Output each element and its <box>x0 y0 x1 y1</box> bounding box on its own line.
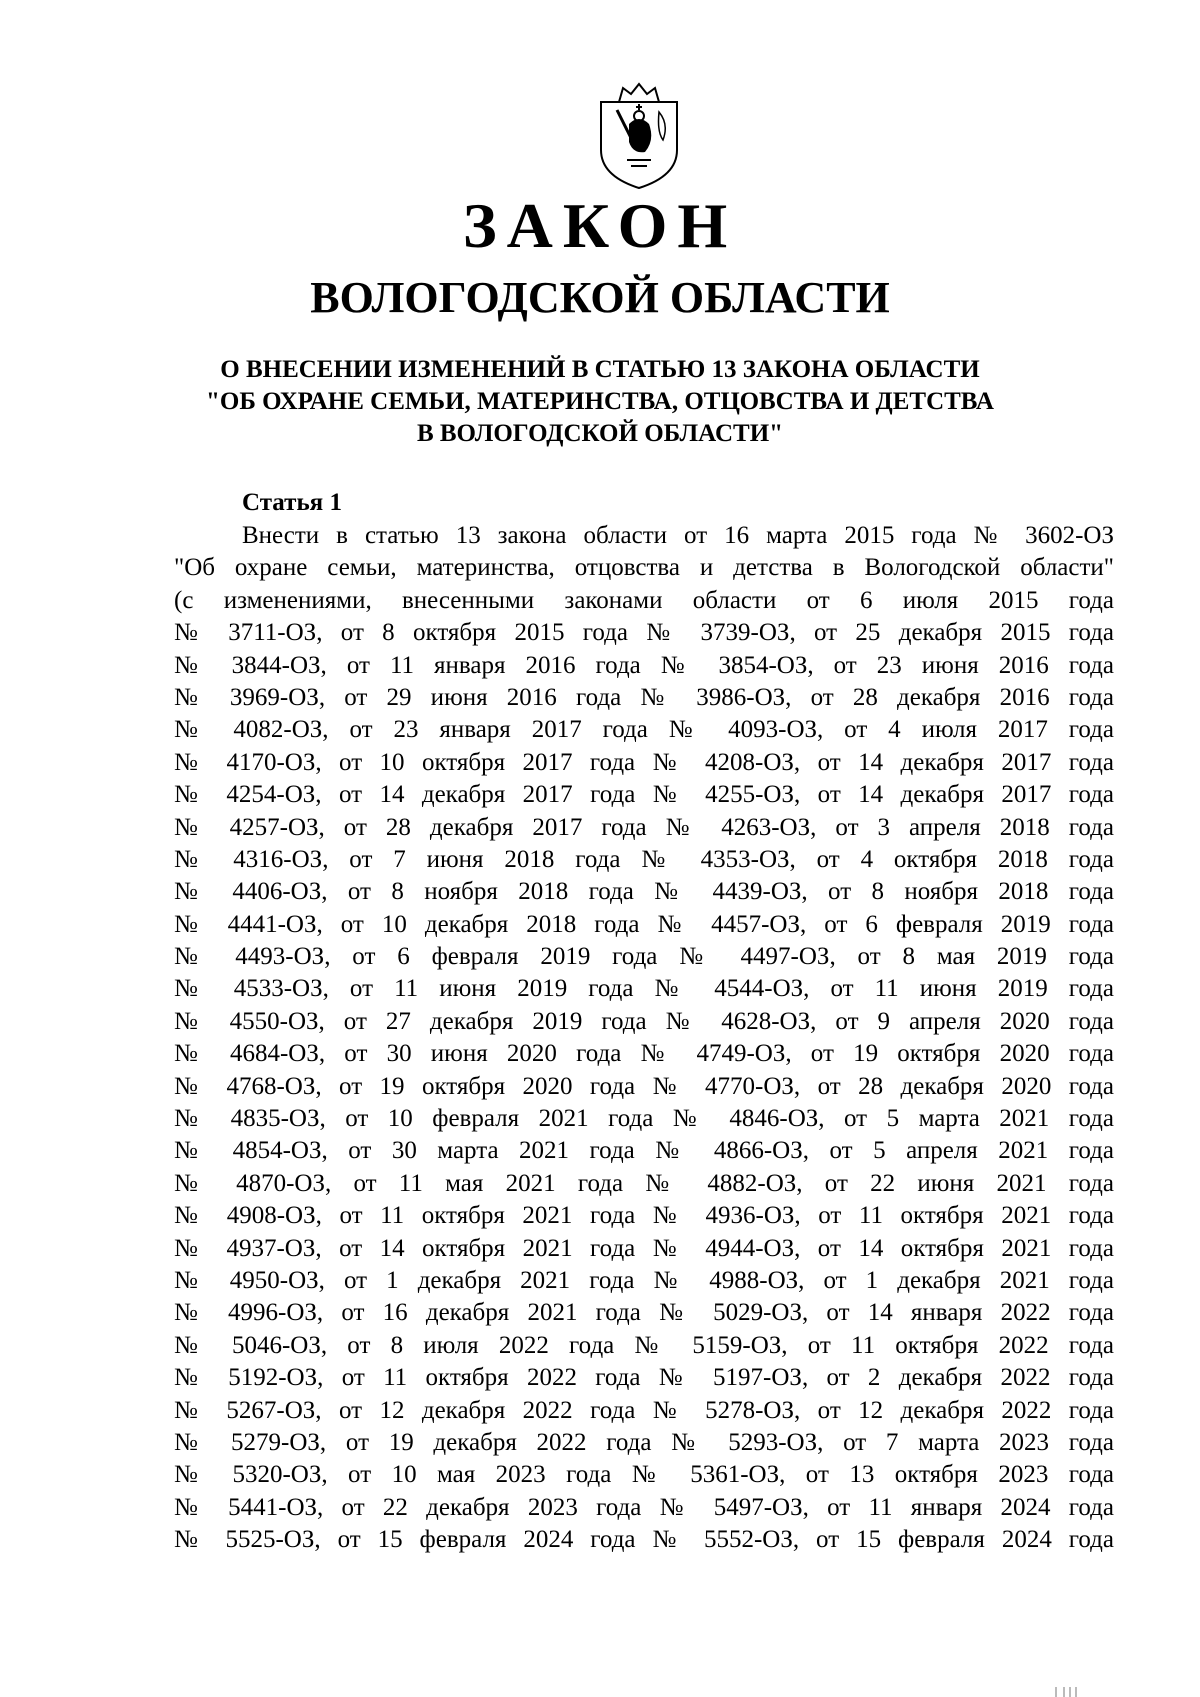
body-line: № 4170-ОЗ, от 10 октября 2017 года № 4208-ОЗ, от 14 декабря 2017 года <box>174 748 1114 776</box>
body-line: Внести в статью 13 закона области от 16 марта 2015 года № 3602-ОЗ <box>242 522 1114 549</box>
body-line: № 4441-ОЗ, от 10 декабря 2018 года № 4457-ОЗ, от 6 февраля 2019 года <box>174 910 1114 938</box>
article-body <box>174 520 1114 1557</box>
body-line: № 4493-ОЗ, от 6 февраля 2019 года № 4497-ОЗ, от 8 мая 2019 года <box>174 943 1114 971</box>
body-line: № 4870-ОЗ, от 11 мая 2021 года № 4882-ОЗ, от 22 июня 2021 года <box>174 1169 1114 1197</box>
body-line: № 5525-ОЗ, от 15 февраля 2024 года № 5552-ОЗ, от 15 февраля 2024 года <box>174 1526 1114 1554</box>
body-line: № 5441-ОЗ, от 22 декабря 2023 года № 5497-ОЗ, от 11 января 2024 года <box>174 1493 1114 1521</box>
heading-line: О ВНЕСЕНИИ ИЗМЕНЕНИЙ В СТАТЬЮ 13 ЗАКОНА ОБЛАСТИ <box>220 356 980 383</box>
scan-mark-icon <box>1050 1685 1090 1697</box>
body-line: № 5320-ОЗ, от 10 мая 2023 года № 5361-ОЗ, от 13 октября 2023 года <box>174 1461 1114 1489</box>
article-title: Статья 1 <box>242 489 342 516</box>
heading-line: "ОБ ОХРАНЕ СЕМЬИ, МАТЕРИНСТВА, ОТЦОВСТВА И ДЕТСТВА <box>206 388 994 415</box>
coat-of-arms-icon <box>593 80 685 190</box>
body-line: (с изменениями, внесенными законами области от 6 июля 2015 года <box>174 586 1114 614</box>
body-line: № 4768-ОЗ, от 19 октября 2020 года № 4770-ОЗ, от 28 декабря 2020 года <box>174 1072 1114 1100</box>
body-line: № 4950-ОЗ, от 1 декабря 2021 года № 4988-ОЗ, от 1 декабря 2021 года <box>174 1266 1114 1294</box>
body-line: № 4533-ОЗ, от 11 июня 2019 года № 4544-ОЗ, от 11 июня 2019 года <box>174 975 1114 1003</box>
heading-line: В ВОЛОГОДСКОЙ ОБЛАСТИ" <box>416 420 784 447</box>
body-line: № 4684-ОЗ, от 30 июня 2020 года № 4749-ОЗ, от 19 октября 2020 года <box>174 1040 1114 1068</box>
law-heading <box>120 354 1080 450</box>
body-line: № 5046-ОЗ, от 8 июля 2022 года № 5159-ОЗ, от 11 октября 2022 года <box>174 1331 1114 1359</box>
body-line: № 4996-ОЗ, от 16 декабря 2021 года № 5029-ОЗ, от 14 января 2022 года <box>174 1299 1114 1327</box>
body-line: № 3711-ОЗ, от 8 октября 2015 года № 3739-ОЗ, от 25 декабря 2015 года <box>174 619 1114 647</box>
body-line: № 5192-ОЗ, от 11 октября 2022 года № 5197-ОЗ, от 2 декабря 2022 года <box>174 1364 1114 1392</box>
body-line: № 5267-ОЗ, от 12 декабря 2022 года № 5278-ОЗ, от 12 декабря 2022 года <box>174 1396 1114 1424</box>
body-line: № 4835-ОЗ, от 10 февраля 2021 года № 4846-ОЗ, от 5 марта 2021 года <box>174 1105 1114 1133</box>
document-subtitle: ВОЛОГОДСКОЙ ОБЛАСТИ <box>310 273 890 322</box>
body-line: № 4082-ОЗ, от 23 января 2017 года № 4093-ОЗ, от 4 июля 2017 года <box>174 716 1114 744</box>
body-line: № 4550-ОЗ, от 27 декабря 2019 года № 4628-ОЗ, от 9 апреля 2020 года <box>174 1007 1114 1035</box>
body-line: № 4316-ОЗ, от 7 июня 2018 года № 4353-ОЗ, от 4 октября 2018 года <box>174 845 1114 873</box>
body-line: № 4406-ОЗ, от 8 ноября 2018 года № 4439-ОЗ, от 8 ноября 2018 года <box>174 878 1114 906</box>
body-line: № 4257-ОЗ, от 28 декабря 2017 года № 4263-ОЗ, от 3 апреля 2018 года <box>174 813 1114 841</box>
document-title: ЗАКОН <box>462 190 738 261</box>
body-line: № 3969-ОЗ, от 29 июня 2016 года № 3986-ОЗ, от 28 декабря 2016 года <box>174 683 1114 711</box>
body-line: № 4254-ОЗ, от 14 декабря 2017 года № 4255-ОЗ, от 14 декабря 2017 года <box>174 781 1114 809</box>
body-line: № 4937-ОЗ, от 14 октября 2021 года № 4944-ОЗ, от 14 октября 2021 года <box>174 1234 1114 1262</box>
body-line: № 4854-ОЗ, от 30 марта 2021 года № 4866-ОЗ, от 5 апреля 2021 года <box>174 1137 1114 1165</box>
body-line: № 4908-ОЗ, от 11 октября 2021 года № 4936-ОЗ, от 11 октября 2021 года <box>174 1202 1114 1230</box>
body-line: № 3844-ОЗ, от 11 января 2016 года № 3854-ОЗ, от 23 июня 2016 года <box>174 651 1114 679</box>
body-line: № 5279-ОЗ, от 19 декабря 2022 года № 5293-ОЗ, от 7 марта 2023 года <box>174 1428 1114 1456</box>
body-line: "Об охране семьи, материнства, отцовства и детства в Вологодской области" <box>174 554 1114 582</box>
